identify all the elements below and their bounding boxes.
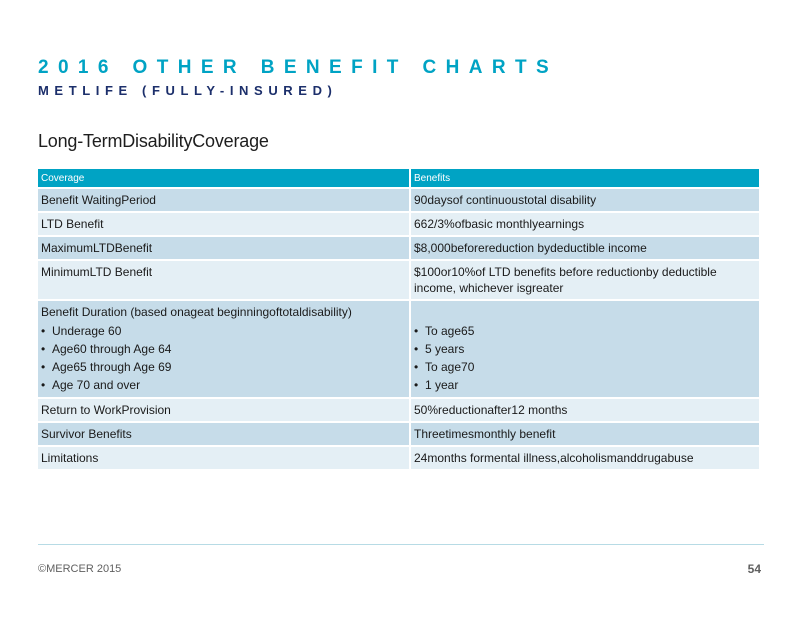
list-item: • Age60 through Age 64 [41, 340, 406, 358]
table-row [38, 446, 759, 469]
table-row [38, 422, 759, 446]
benefit-cell: Threetimesmonthly benefit [410, 422, 759, 446]
coverage-cell [38, 300, 410, 398]
benefit-cell: 24months formental illness,alcoholismanddrugabuse [410, 446, 759, 469]
table-row [38, 260, 759, 300]
list-item: • To age70 [414, 358, 756, 376]
list-item: • Age 70 and over [41, 376, 406, 394]
table-header-row [38, 169, 759, 188]
table-row [38, 398, 759, 422]
coverage-cell: LTD Benefit [38, 212, 410, 236]
benefit-cell: 90daysof continuoustotal disability [410, 188, 759, 212]
spacer [414, 304, 756, 320]
coverage-cell: MinimumLTD Benefit [38, 260, 410, 300]
list-item: • 1 year [414, 376, 756, 394]
benefits-table [38, 169, 759, 469]
section-title: Long-TermDisabilityCoverage [38, 131, 269, 151]
coverage-cell: Limitations [38, 446, 410, 469]
coverage-cell: Benefit WaitingPeriod [38, 188, 410, 212]
list-item: • To age65 [414, 322, 756, 340]
coverage-heading: Benefit Duration (based onageat beginningoftotaldisability) [41, 305, 352, 319]
column-header-benefits: Benefits [410, 169, 759, 188]
page-subtitle: METLIFE (FULLY-INSURED) [38, 83, 338, 98]
table-row [38, 188, 759, 212]
benefit-cell: $8,000beforereduction bydeductible income [410, 236, 759, 260]
table-row [38, 212, 759, 236]
column-header-coverage: Coverage [38, 169, 410, 188]
footer-divider [38, 544, 764, 545]
table-row [38, 236, 759, 260]
benefit-duration-list [414, 322, 756, 394]
benefit-cell [410, 300, 759, 398]
page-title: 2016 OTHER BENEFIT CHARTS [38, 57, 559, 78]
coverage-cell: Return to WorkProvision [38, 398, 410, 422]
list-item: • 5 years [414, 340, 756, 358]
benefit-cell: 50%reductionafter12 months [410, 398, 759, 422]
table-row [38, 300, 759, 398]
coverage-cell: MaximumLTDBenefit [38, 236, 410, 260]
benefit-cell: 662/3%ofbasic monthlyearnings [410, 212, 759, 236]
list-item: • Underage 60 [41, 322, 406, 340]
list-item: • Age65 through Age 69 [41, 358, 406, 376]
coverage-cell: Survivor Benefits [38, 422, 410, 446]
benefit-cell: $100or10%of LTD benefits before reductionby deductible income, whichever isgreater [410, 260, 759, 300]
page-number: 54 [747, 562, 761, 576]
footer-copyright: ©MERCER 2015 [38, 563, 122, 575]
coverage-age-list [41, 322, 406, 394]
